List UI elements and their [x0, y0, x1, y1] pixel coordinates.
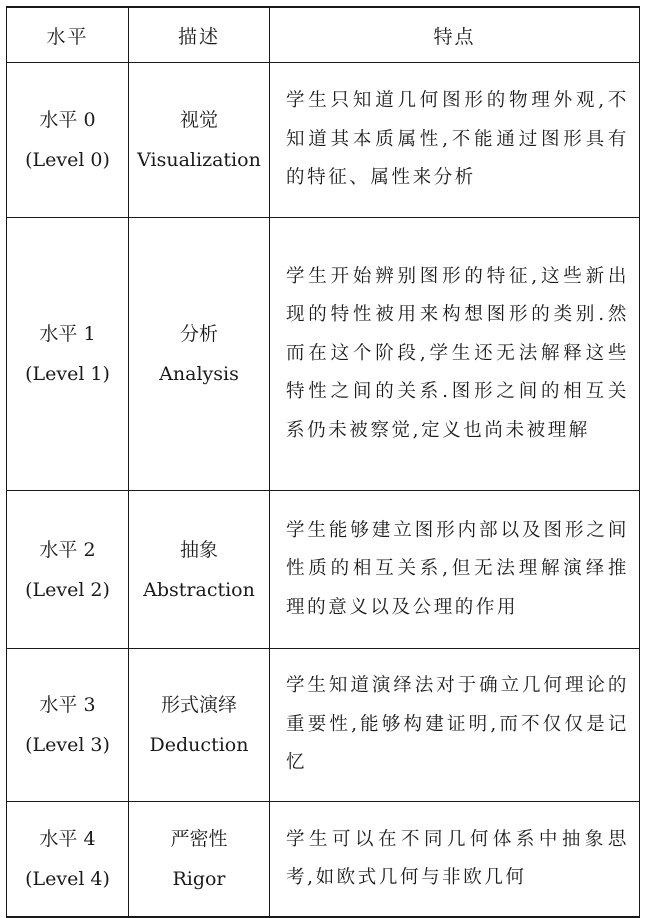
levels-table-container [6, 6, 639, 918]
desc-en: Abstraction [143, 578, 255, 601]
description-cell [129, 63, 270, 218]
level-cell [7, 491, 129, 649]
level-cn: 水平 1 [39, 323, 96, 345]
desc-en: Visualization [137, 149, 261, 171]
description-cell [129, 218, 270, 491]
table-header-row [7, 7, 640, 63]
table-row [7, 649, 640, 802]
header-level: 水平 [7, 7, 129, 63]
level-en: (Level 1) [25, 363, 110, 385]
level-en: (Level 0) [25, 149, 110, 171]
table-row [7, 63, 640, 218]
level-en: (Level 2) [25, 578, 110, 601]
table-row [7, 802, 640, 918]
level-cell [7, 649, 129, 802]
feature-cell: 学生可以在不同几何体系中抽象思考,如欧式几何与非欧几何 [270, 802, 640, 918]
level-cn: 水平 2 [39, 538, 96, 561]
level-cell [7, 218, 129, 491]
feature-cell: 学生知道演绎法对于确立几何理论的重要性,能够构建证明,而不仅仅是记忆 [270, 649, 640, 802]
desc-en: Rigor [172, 868, 226, 890]
desc-cn: 抽象 [179, 538, 218, 561]
desc-en: Analysis [159, 363, 239, 385]
level-en: (Level 4) [25, 868, 110, 890]
feature-cell: 学生只知道几何图形的物理外观,不知道其本质属性,不能通过图形具有的特征、属性来分析 [270, 63, 640, 218]
feature-cell: 学生开始辨别图形的特征,这些新出现的特性被用来构想图形的类别.然而在这个阶段,学生还无法解释这些特性之间的关系.图形之间的相互关系仍未被察觉,定义也尚未被理解 [270, 218, 640, 491]
level-en: (Level 3) [25, 734, 110, 756]
level-cn: 水平 3 [39, 694, 96, 716]
desc-en: Deduction [149, 734, 249, 756]
level-cell [7, 63, 129, 218]
table-row [7, 218, 640, 491]
header-features: 特点 [270, 7, 640, 63]
description-cell [129, 491, 270, 649]
table-row [7, 491, 640, 649]
desc-cn: 视觉 [179, 109, 218, 131]
header-description: 描述 [129, 7, 270, 63]
level-cn: 水平 0 [39, 109, 96, 131]
level-cn: 水平 4 [39, 828, 96, 850]
feature-cell: 学生能够建立图形内部以及图形之间性质的相互关系,但无法理解演绎推理的意义以及公理的作用 [270, 491, 640, 649]
desc-cn: 严密性 [170, 828, 228, 850]
desc-cn: 形式演绎 [160, 694, 237, 716]
van-hiele-levels-table [6, 6, 640, 918]
level-cell [7, 802, 129, 918]
desc-cn: 分析 [179, 323, 218, 345]
description-cell [129, 649, 270, 802]
description-cell [129, 802, 270, 918]
